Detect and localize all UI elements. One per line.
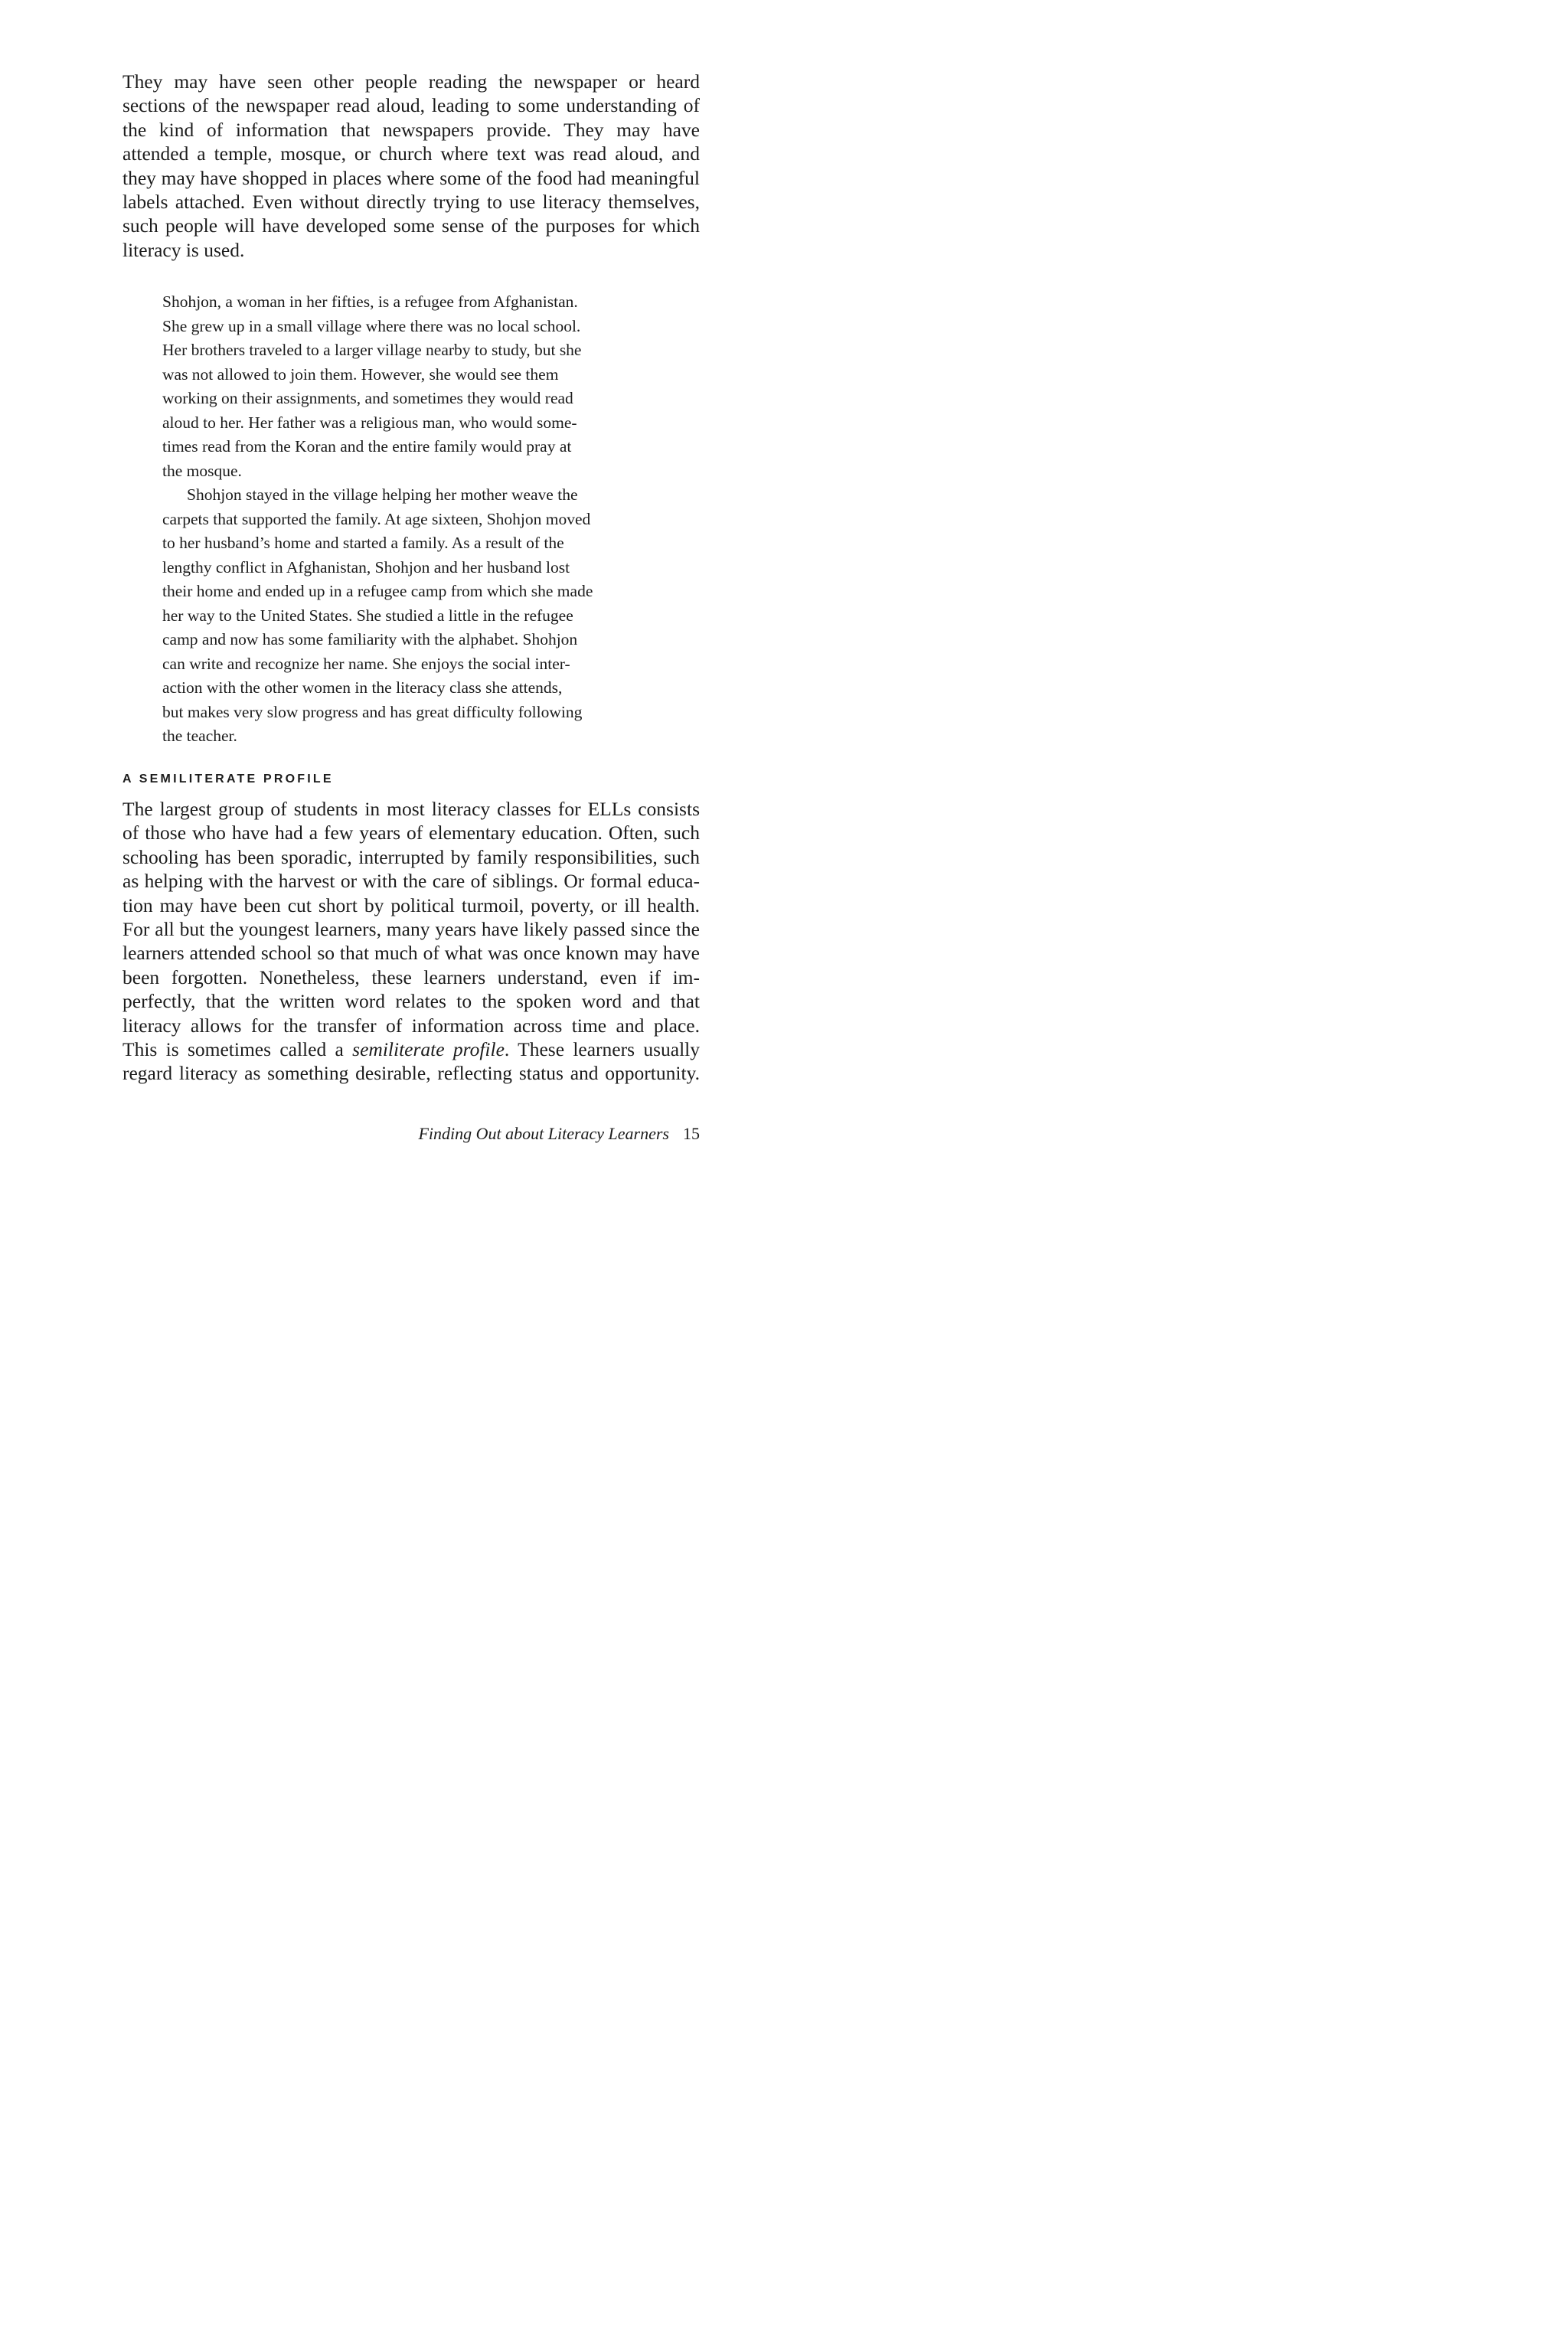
profile-line: tion may have been cut short by political turmoil, poverty, or ill health. [122,893,700,916]
vignette-line: was not allowed to join them. However, she would see them [162,364,559,384]
vignette-line: lengthy conflict in Afghanistan, Shohjon and her husband lost [162,557,570,577]
vignette-line: Her brothers traveled to a larger village nearby to study, but she [162,341,582,359]
profile-paragraph [122,797,700,1086]
intro-line: labels attached. Even without directly trying to use literacy themselves, [122,191,700,214]
profile-line: been forgotten. Nonetheless, these learners understand, even if im- [122,965,700,988]
running-title: Finding Out about Literacy Learners [418,1124,669,1143]
section-heading: A SEMILITERATE PROFILE [122,773,334,786]
learner-vignette [162,290,668,749]
intro-line: sections of the newspaper read aloud, leading to some understanding of [122,94,700,117]
profile-line [122,1037,700,1061]
intro-line: attended a temple, mosque, or church where text was read aloud, and [122,142,700,165]
book-page [0,0,804,1206]
profile-line: as helping with the harvest or with the care of siblings. Or formal educa- [122,870,700,893]
vignette-line: Shohjon, a woman in her fifties, is a refugee from Afghanistan. [162,292,578,311]
vignette-line: times read from the Koran and the entire family would pray at [162,437,572,456]
italic-term: semiliterate profile [352,1038,505,1061]
profile-line: learners attended school so that much of what was once known may have [122,942,700,965]
vignette-line: aloud to her. Her father was a religious man, who would some- [162,413,577,432]
profile-line: schooling has been sporadic, interrupted by family responsibilities, such [122,845,700,868]
vignette-line: can write and recognize her name. She enjoys the social inter- [162,654,570,673]
profile-line: The largest group of students in most literacy classes for ELLs consists [122,798,700,820]
profile-line-text: This is sometimes called a [122,1038,353,1061]
vignette-line: to her husband’s home and started a family. As a result of the [162,534,564,552]
vignette-line: the mosque. [162,461,242,480]
profile-line: literacy allows for the transfer of information across time and place. [122,1014,700,1037]
intro-line: They may have seen other people reading the newspaper or heard [122,70,700,93]
vignette-line: action with the other women in the literacy class she attends, [162,678,563,697]
vignette-line: the teacher. [162,727,237,745]
profile-line-text: . These learners usually [504,1038,700,1061]
vignette-line: but makes very slow progress and has great difficulty following [162,702,583,721]
profile-line: regard literacy as something desirable, reflecting status and opportunity. [122,1062,700,1085]
intro-paragraph [122,70,700,262]
profile-line: perfectly, that the written word relates to the spoken word and that [122,990,700,1013]
vignette-line: working on their assignments, and sometimes they would read [162,389,573,407]
vignette-line: her way to the United States. She studied a little in the refugee [162,606,573,625]
vignette-paragraph-2 [162,483,668,749]
intro-line: literacy is used. [122,238,245,261]
intro-line: the kind of information that newspapers provide. They may have [122,118,700,141]
intro-line: such people will have developed some sense of the purposes for which [122,214,700,237]
page-footer [418,1124,700,1144]
intro-line: they may have shopped in places where some of the food had meaningful [122,166,700,189]
vignette-line: Shohjon stayed in the village helping her mother weave the [187,485,578,504]
vignette-line: She grew up in a small village where there was no local school. [162,316,581,335]
vignette-line: their home and ended up in a refugee camp from which she made [162,582,593,600]
vignette-line: carpets that supported the family. At age sixteen, Shohjon moved [162,509,591,528]
vignette-paragraph-1 [162,290,668,483]
page-number: 15 [683,1124,700,1143]
profile-line: of those who have had a few years of elementary education. Often, such [122,822,700,844]
vignette-line: camp and now has some familiarity with the alphabet. Shohjon [162,630,578,648]
profile-line: For all but the youngest learners, many years have likely passed since the [122,918,700,941]
